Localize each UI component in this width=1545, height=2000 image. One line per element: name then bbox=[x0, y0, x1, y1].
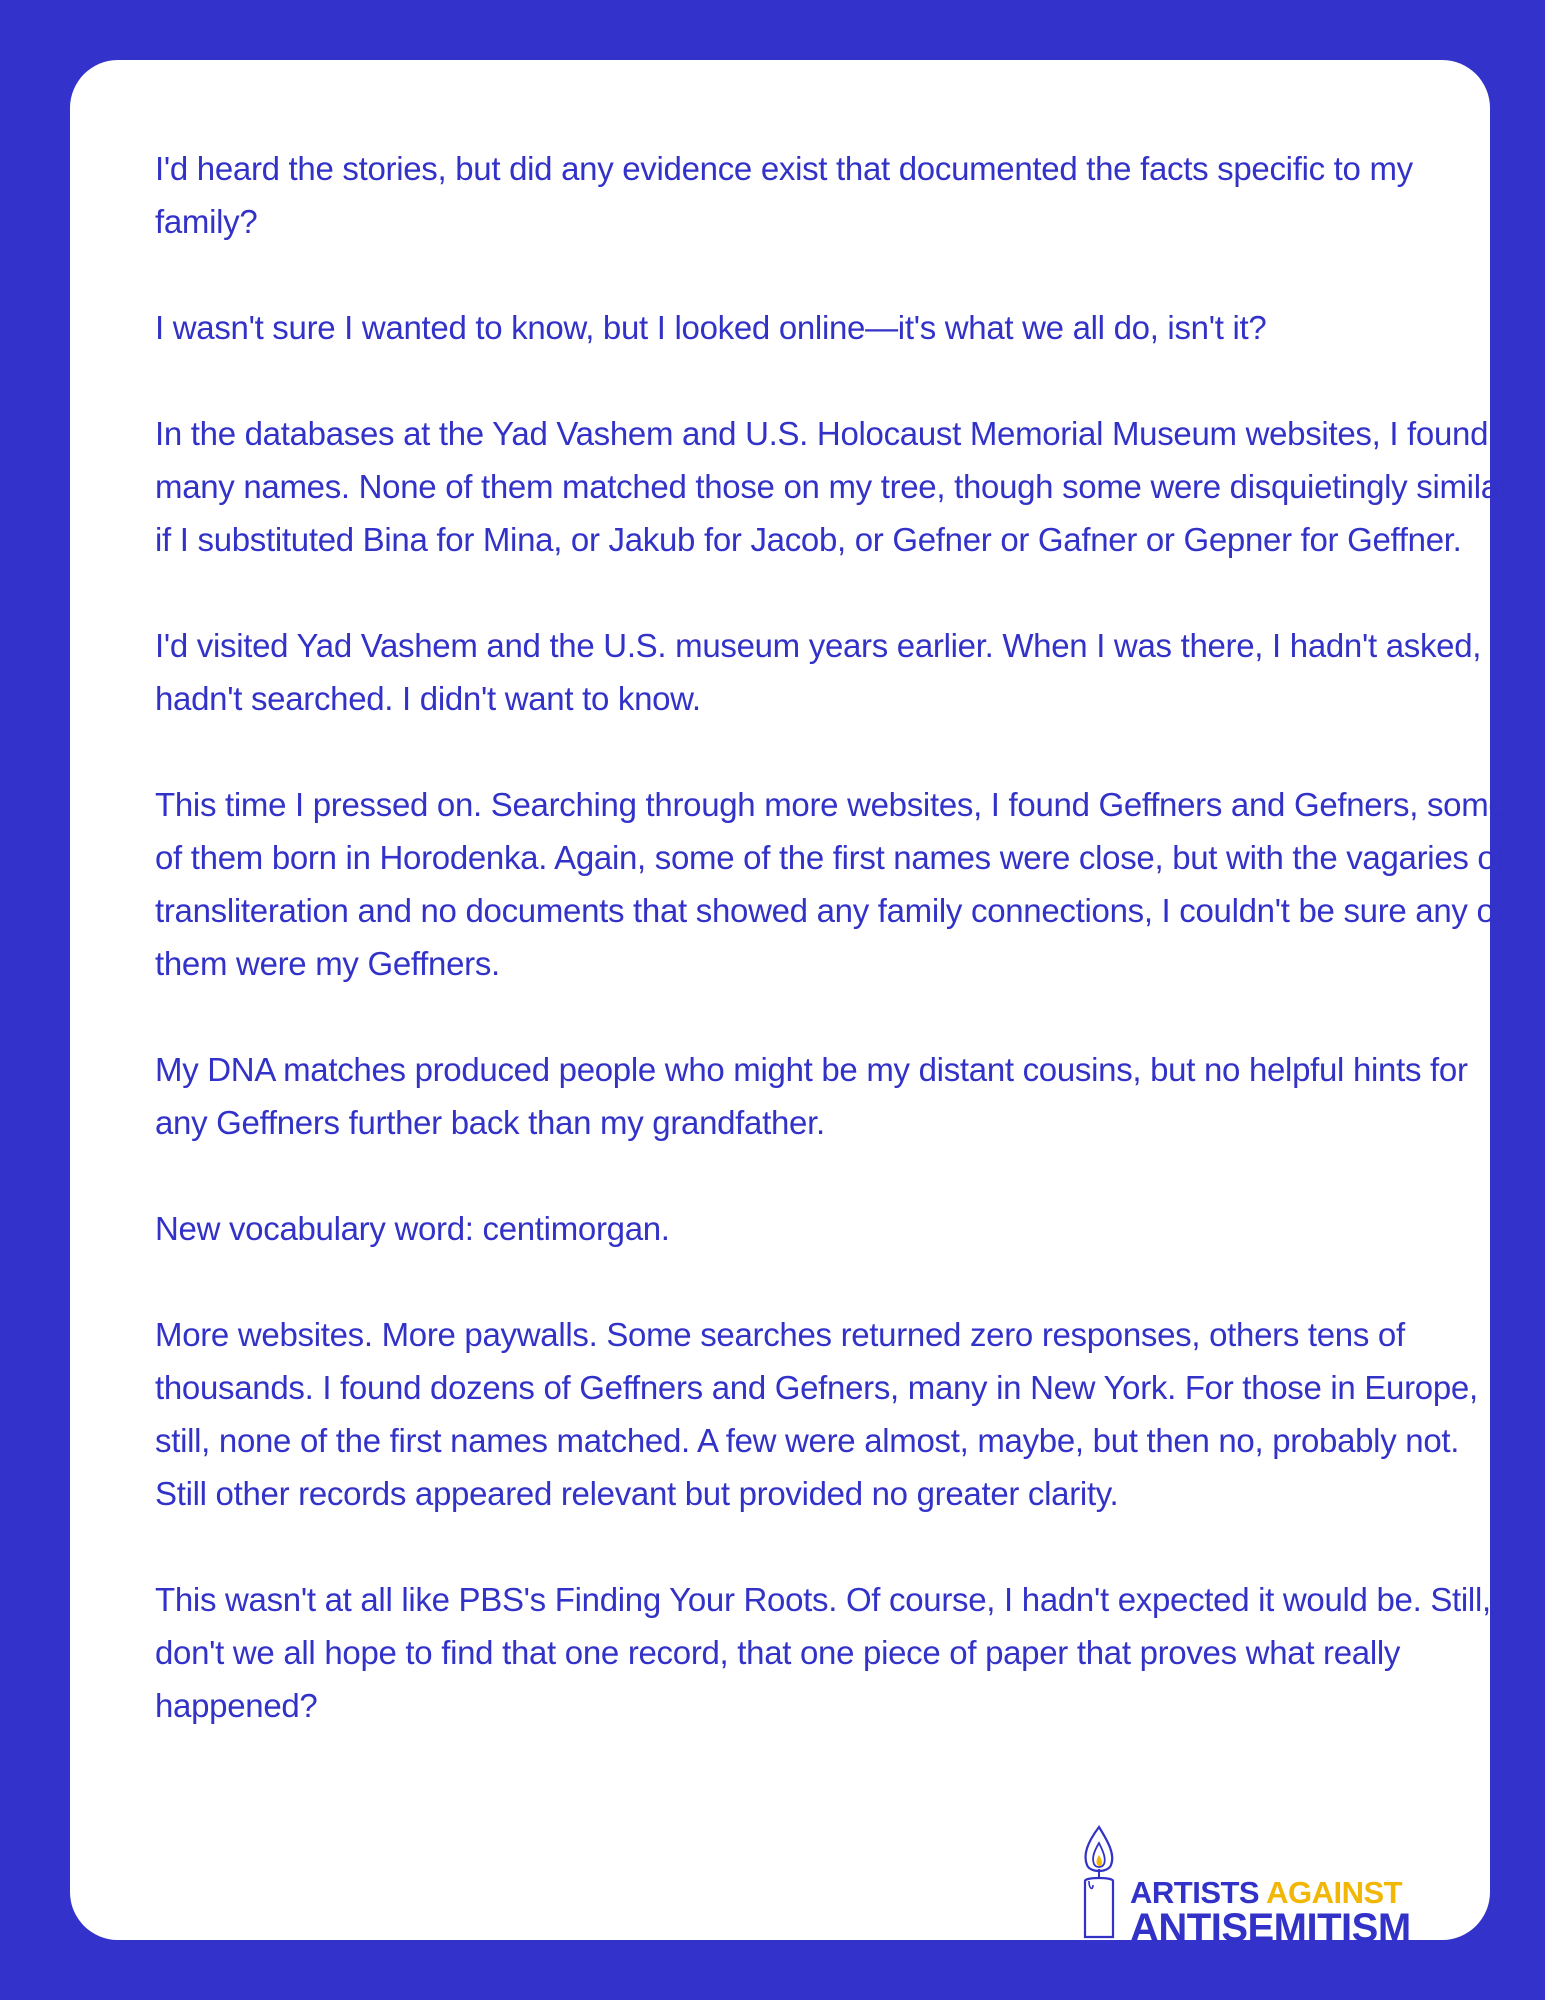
article-body bbox=[155, 142, 1515, 1732]
logo-line-top bbox=[1130, 1877, 1411, 1908]
logo-word-antisemitism: ANTISEMITISM bbox=[1130, 1906, 1411, 1950]
paragraph-9: This wasn't at all like PBS's Finding Your Roots. Of course, I hadn't expected it would be. Still, don't we all hope to find that one record, that one piece of paper that proves what really happened? bbox=[155, 1581, 1491, 1724]
paragraph-2: I wasn't sure I wanted to know, but I looked online—it's what we all do, isn't it? bbox=[155, 309, 1267, 346]
logo-word-against: AGAINST bbox=[1266, 1875, 1403, 1910]
candle-icon bbox=[1075, 1825, 1125, 1940]
paragraph-6: My DNA matches produced people who might be my distant cousins, but no helpful hints for any Geffners further back than my grandfather. bbox=[155, 1051, 1468, 1141]
paragraph-3: In the databases at the Yad Vashem and U.S. Holocaust Memorial Museum websites, I found many names. None of them matched those on my tree, though some were disquietingly similar if I substituted Bina for Mina, or Jakub for Jacob, or Gefner or Gafner or Gepner for Geffner. bbox=[155, 415, 1510, 558]
paragraph-7: New vocabulary word: centimorgan. bbox=[155, 1210, 670, 1247]
content-card bbox=[70, 60, 1510, 1950]
logo-wordmark bbox=[1130, 1877, 1411, 1948]
paragraph-8: More websites. More paywalls. Some searches returned zero responses, others tens of thousands. I found dozens of Geffners and Gefners, many in New York. For those in Europe, still, none of the first names matched. A few were almost, maybe, but then no, probably not. Still other records appeared relevant but provided no greater clarity. bbox=[155, 1316, 1478, 1512]
artists-against-antisemitism-logo bbox=[1075, 1825, 1495, 1950]
paragraph-1: I'd heard the stories, but did any evidence exist that documented the facts specific to my family? bbox=[155, 150, 1413, 240]
logo-word-artists: ARTISTS bbox=[1130, 1875, 1260, 1910]
paragraph-5: This time I pressed on. Searching through more websites, I found Geffners and Gefners, some of them born in Horodenka. Again, some of the first names were close, but with the vagaries of transliteration and no documents that showed any family connections, I couldn't be sure any of them were my Geffners. bbox=[155, 786, 1507, 982]
paragraph-4: I'd visited Yad Vashem and the U.S. museum years earlier. When I was there, I hadn't asked, hadn't searched. I didn't want to know. bbox=[155, 627, 1482, 717]
